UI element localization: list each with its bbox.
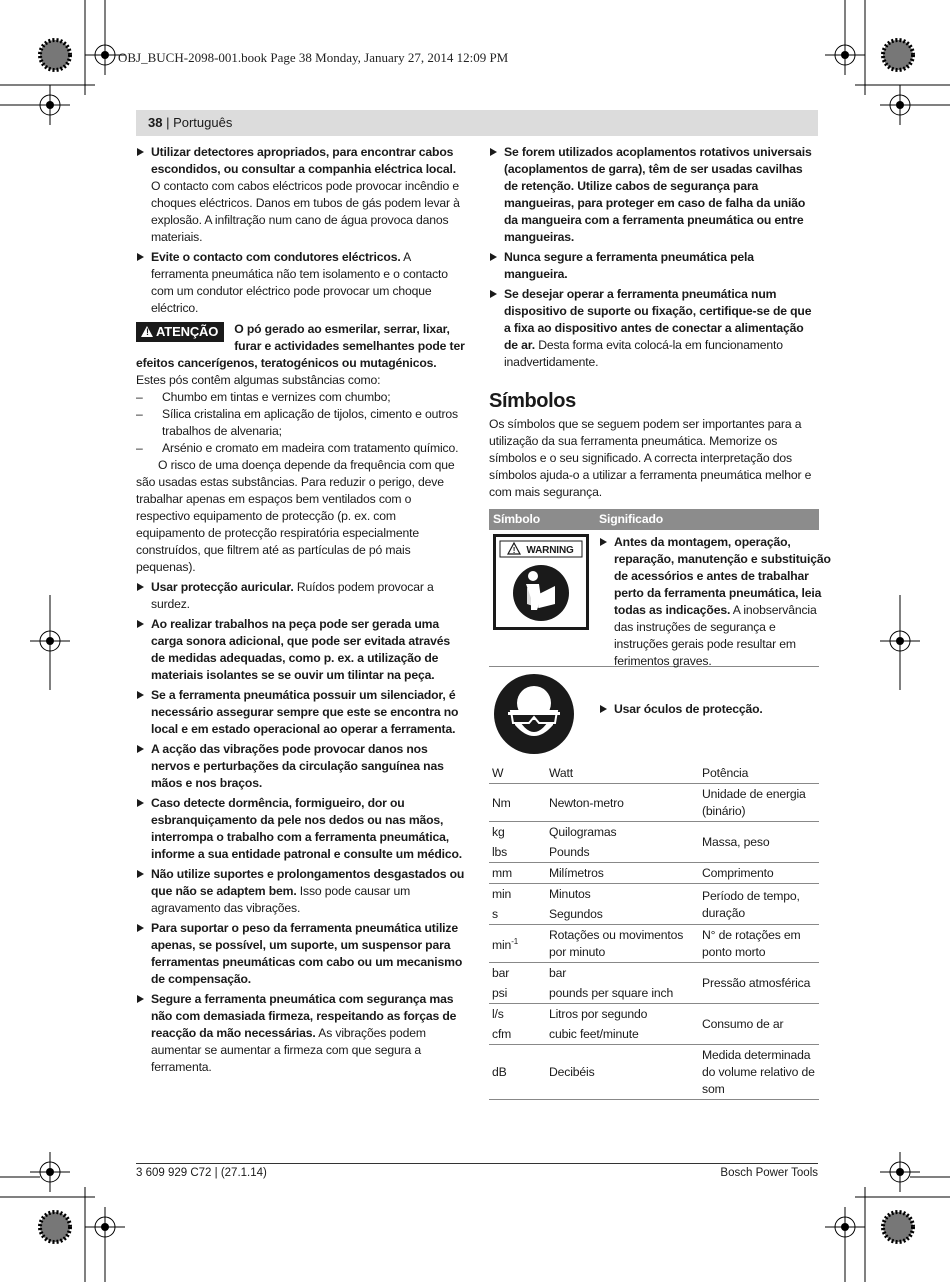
warning-bold: O pó gerado ao esmerilar, serrar, lixar, furar e actividades semelhantes pode ter efeitos cancerígenos, teratogénicos ou mutagénicos. [136,322,465,370]
symbol-column-header: Símbolo [493,512,541,526]
safety-item [136,616,466,684]
dash-list [136,389,466,457]
bullet-arrow-icon [137,253,144,261]
unit-meaning: Unidade de energia (binário) [699,784,819,822]
safety-item-bold: Se forem utilizados acoplamentos rotativos universais (acoplamentos de garra), têm de ser usadas cavilhas de retenção. Utilize cabos de segurança para mangueiras, para proteger em caso de falha da união da mangueira com a ferramenta pneumática ou entre mangueiras. [504,145,812,244]
unit-name: pounds per square inch [546,983,699,1004]
warning-text: Estes pós contêm algumas substâncias como: [136,373,381,387]
bullet-arrow-icon [490,290,497,298]
warning-sign-text: WARNING [526,545,574,556]
units-table [489,763,819,1100]
footer-doc-number: 3 609 929 C72 | (27.1.14) [136,1167,267,1179]
bullet-arrow-icon [137,870,144,878]
warning-block [136,321,466,389]
right-column [489,144,831,1100]
symbols-intro: Os símbolos que se seguem podem ser importantes para a utilização da sua ferramenta pneumática. Memorize os símbolos e o seu significado. A correcta interpretação dos símbolos ajuda-o a utilizar a ferramenta pneumática melhor e com mais segurança. [489,417,812,499]
unit-meaning: Período de tempo, duração [699,884,819,925]
meaning-column-header: Significado [599,512,664,526]
dash-item: – Sílica cristalina em aplicação de tijolos, cimento e outros trabalhos de alvenaria; [136,407,458,438]
safety-item-text: Isso pode causar um agravamento das vibrações. [151,884,411,915]
symbols-table-header [489,509,819,530]
safety-item-bold: Utilizar detectores apropriados, para encontrar cabos escondidos, ou consultar a companhia eléctrica local. [151,145,456,176]
unit-symbol: kg [492,825,505,839]
bullet-arrow-icon [490,148,497,156]
safety-item-bold: Evite o contacto com condutores eléctricos. [151,250,401,264]
symbol-meaning [599,701,832,718]
bullet-arrow-icon [600,538,607,546]
units-table-body [489,763,819,1100]
safety-item [136,144,466,246]
unit-name: Quilogramas [549,825,617,839]
symbol-meaning-bold: Usar óculos de protecção. [614,702,763,716]
unit-row [489,763,819,784]
unit-name: Milímetros [546,863,699,884]
safety-item-text: A ferramenta pneumática não tem isolamento e o contacto com um condutor eléctrico pode provocar um choque eléctrico. [151,250,448,315]
bullet-arrow-icon [137,924,144,932]
svg-text:!: ! [512,546,516,555]
unit-name: Decibéis [546,1045,699,1100]
unit-row [489,884,819,905]
safety-item [136,249,466,317]
safety-item [489,249,819,283]
safety-item [136,991,466,1076]
bullet-arrow-icon [137,745,144,753]
dash-item: – Arsénio e cromato em madeira com tratamento químico. [136,441,459,455]
footer-brand: Bosch Power Tools [720,1167,818,1179]
symbol-row-goggles [489,667,819,759]
book-header: OBJ_BUCH-2098-001.book Page 38 Monday, January 27, 2014 12:09 PM [118,50,509,65]
dash-item: – Chumbo em tintas e vernizes com chumbo; [136,390,391,404]
unit-name: Minutos [549,887,591,901]
bullet-arrow-icon [137,691,144,699]
section-title: Símbolos [489,390,576,412]
unit-meaning: Massa, peso [699,822,819,863]
unit-symbol: s [489,904,546,925]
safety-item-bold: Se desejar operar a ferramenta pneumática num dispositivo de suporte ou fixação, certifique-se de que a fixa ao dispositivo antes de conectar a alimentação de ar. [504,287,812,352]
safety-item [136,795,466,863]
read-manual-warning-icon [493,534,603,630]
unit-name: Newton-metro [546,784,699,822]
unit-symbol: mm [489,863,546,884]
bullet-arrow-icon [490,253,497,261]
safety-item [136,920,466,988]
symbol-meaning-bold: Antes da montagem, operação, reparação, manutenção e substituição de acessórios e antes de trabalhar perto da ferramenta pneumática, leia todas as indicações. [614,535,831,617]
bullet-arrow-icon [600,705,607,713]
unit-row [489,822,819,843]
unit-name: cubic feet/minute [546,1024,699,1045]
unit-symbol: dB [489,1045,546,1100]
safety-item-bold: Não utilize suportes e prolongamentos desgastados ou que não se adaptem bem. [151,867,465,898]
safety-item-bold: Para suportar o peso da ferramenta pneumática utilize apenas, se possível, um suporte, um suspensor para ferramentas pneumáticas com cabo ou um mecanismo de compensação. [151,921,463,986]
unit-row [489,925,819,963]
safety-item-text: Ruídos podem provocar a surdez. [151,580,434,611]
bullet-arrow-icon [137,995,144,1003]
unit-symbol: psi [489,983,546,1004]
unit-meaning: Comprimento [699,863,819,884]
safety-item [489,286,819,371]
safety-item-bold: A acção das vibrações pode provocar danos nos nervos e perturbações da circulação sanguínea nas mãos e nos braços. [151,742,444,790]
unit-row [489,963,819,984]
dash-item-text: Arsénio e cromato em madeira com tratamento químico. [162,441,459,455]
unit-meaning: Medida determinada do volume relativo de som [699,1045,819,1100]
bullet-arrow-icon [137,799,144,807]
unit-name: Segundos [546,904,699,925]
unit-meaning: N° de rotações em ponto morto [699,925,819,963]
unit-symbol: Nm [489,784,546,822]
unit-row [489,1045,819,1100]
unit-row [489,784,819,822]
unit-name: bar [549,966,567,980]
unit-name: Watt [546,763,699,784]
unit-row [489,1004,819,1025]
unit-symbol: min [492,887,512,901]
safety-item-bold: Se a ferramenta pneumática possuir um silenciador, é necessário assegurar sempre que este se encontra no local e em estado operacional ao operar a ferramenta. [151,688,459,736]
warning-label: ATENÇÃO [156,324,219,339]
unit-symbol: bar [492,966,510,980]
unit-meaning: Pressão atmosférica [699,963,819,1004]
bullet-arrow-icon [137,620,144,628]
unit-symbol: cfm [489,1024,546,1045]
unit-name: Pounds [546,842,699,863]
bullet-arrow-icon [137,148,144,156]
page-language: Português [173,115,233,130]
footer-rule [136,1163,818,1164]
warning-triangle-icon: ! [141,326,153,337]
risk-paragraph: O risco de uma doença depende da frequência com que são usadas estas substâncias. Para reduzir o perigo, deve trabalhar apenas em espaços bem ventilados com o respectivo equipamento de protecção (p. ex. com equipamento de protecção respiratória especialmente construídos, que filtrem até as partículas de pó mais pequenas). [136,458,455,574]
unit-symbol: W [489,763,546,784]
unit-meaning: Consumo de ar [699,1004,819,1045]
symbol-meaning-text: A inobservância das instruções de segurança e instruções gerais pode resultar em ferimentos graves. [614,603,817,668]
safety-item-text: O contacto com cabos eléctricos pode provocar incêndio e choques eléctricos. Danos em tubos de gás podem levar à explosão. A infiltração num cano de água provoca danos materiais. [151,179,460,244]
safety-item-bold: Caso detecte dormência, formigueiro, dor ou esbranquiçamento da pele nos dedos ou nas mãos, interrompa o trabalho com a ferramenta pneumática, informe a sua entidade patronal e consulte um médico. [151,796,463,861]
safety-item [136,579,466,613]
symbol-meaning [599,534,832,670]
safety-item [136,741,466,792]
page-separator: | [162,115,174,130]
unit-symbol: lbs [489,842,546,863]
page-number: 38 [148,115,163,130]
safety-item-bold: Usar protecção auricular. [151,580,294,594]
safety-item [136,866,466,917]
safety-item-bold: Ao realizar trabalhos na peça pode ser gerada uma carga sonora adicional, que pode ser evitada através de medidas adequadas, como p. ex. a utilização de materiais isolantes se se ouvir um tilintar na peça. [151,617,451,682]
unit-symbol: l/s [492,1007,504,1021]
safety-item-text: Desta forma evita colocá-la em funcionamento inadvertidamente. [504,338,783,369]
left-column [136,144,466,1079]
safety-item [136,687,466,738]
symbol-row-warning [489,530,831,668]
page-header [148,115,232,130]
warning-badge [136,322,224,342]
dash-item-text: Sílica cristalina em aplicação de tijolos, cimento e outros trabalhos de alvenaria; [162,407,458,438]
unit-symbol: $\min^{-1}$ [489,925,546,963]
bullet-arrow-icon [137,583,144,591]
unit-name: Rotações ou movimentos por minuto [546,925,699,963]
safety-goggles-icon [493,673,575,755]
safety-item [489,144,819,246]
dash-item-text: Chumbo em tintas e vernizes com chumbo; [162,390,391,404]
safety-item-bold: Segure a ferramenta pneumática com segurança mas não com demasiada firmeza, respeitando as forças de reacção da mão necessárias. [151,992,457,1040]
safety-item-bold: Nunca segure a ferramenta pneumática pela mangueira. [504,250,754,281]
unit-row [489,863,819,884]
safety-item-text: As vibrações podem aumentar se aumentar a firmeza com que segura a ferramenta. [151,1026,426,1074]
page-header-bar [136,110,818,136]
unit-meaning: Potência [699,763,819,784]
unit-name: Litros por segundo [549,1007,648,1021]
